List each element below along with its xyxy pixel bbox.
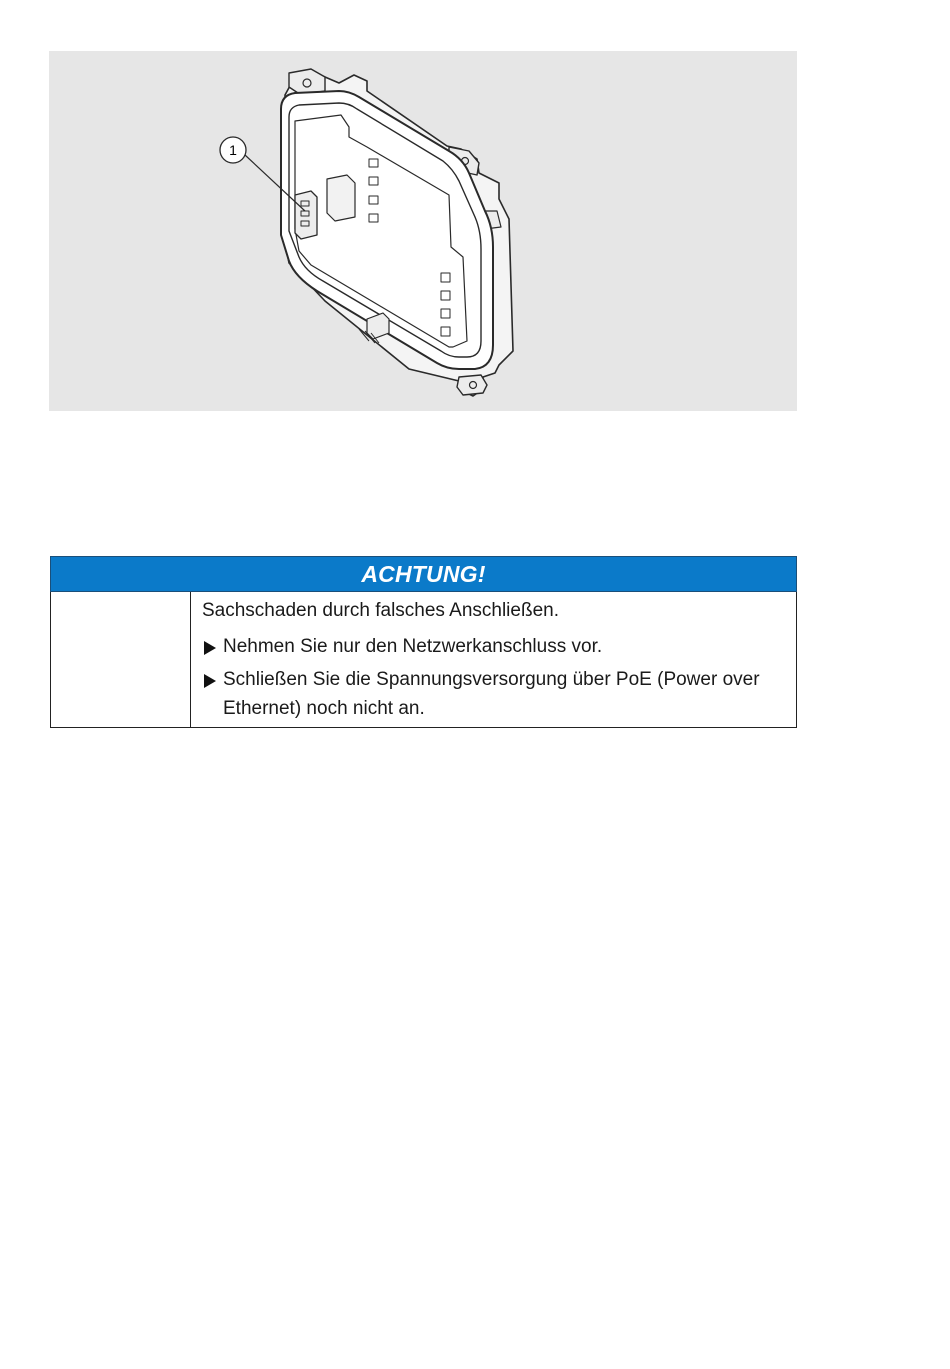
device-figure [49,51,797,411]
notice-icon-cell [51,592,191,727]
notice-header [50,556,797,592]
device-housing-illustration [49,51,797,411]
warning-notice [50,556,797,728]
notice-title: ACHTUNG! [361,561,486,587]
notice-body [202,598,792,727]
notice-item [202,632,792,661]
triangle-bullet-icon [204,674,216,688]
notice-item-text: Nehmen Sie nur den Netzwerkanschluss vor. [223,636,603,657]
notice-item [202,665,792,723]
callout-number: 1 [229,142,237,158]
notice-item-text: Schließen Sie die Spannungsversorgung über PoE (Power over Ethernet) noch nicht an. [223,669,760,719]
triangle-bullet-icon [204,641,216,655]
notice-message: Sachschaden durch falsches Anschließen. [202,600,559,621]
